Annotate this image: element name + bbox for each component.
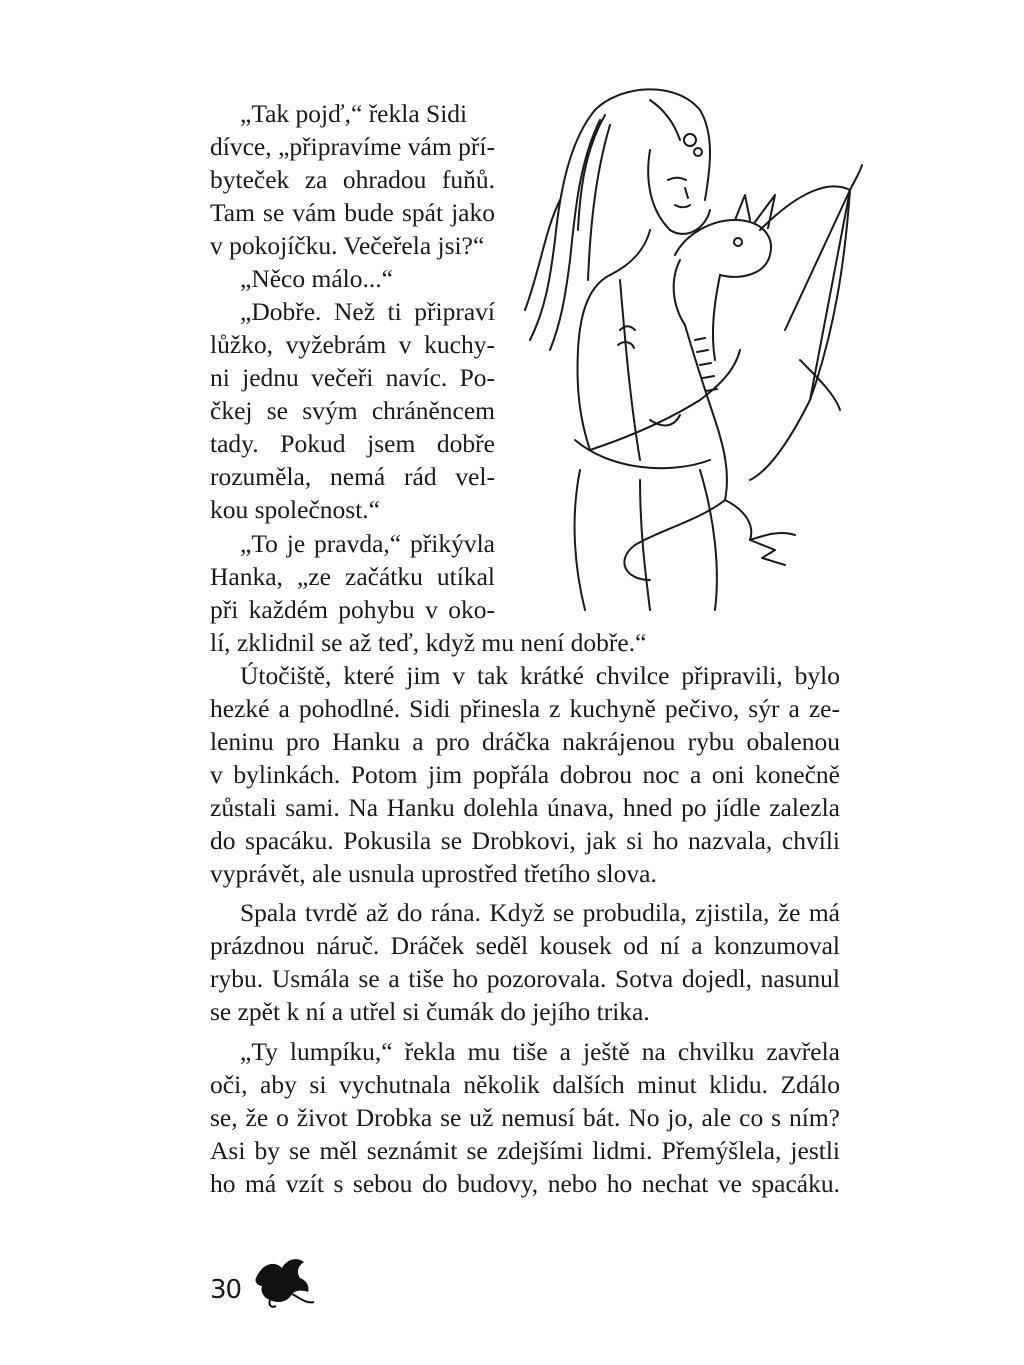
dragon-ornament-icon xyxy=(248,1250,318,1310)
text-line: se zpět k ní a utřel si čumák do jejího trika. xyxy=(210,997,650,1026)
text-line: v bylinkách. Potom jim popřála dobrou noc a oni konečně xyxy=(210,760,840,789)
text-line: oči, aby si vychutnala několik dalších minut klidu. Zdálo xyxy=(210,1070,840,1099)
text-line: leninu pro Hanku a pro dráčka nakrájenou rybu obalenou xyxy=(210,727,840,756)
text-line: Útočiště, které jim v tak krátké chvilce připravili, bylo xyxy=(240,661,840,690)
text-line: kou společnost.“ xyxy=(210,495,380,524)
text-line: „Tak pojď,“ řekla Sidi xyxy=(240,99,468,128)
text-line: Asi by se měl seznámit se zdejšími lidmi. Přemýšlela, jestli xyxy=(210,1136,840,1165)
text-line: ho má vzít s sebou do budovy, nebo ho nechat ve spacáku. xyxy=(210,1169,840,1198)
text-line: „Něco málo...“ xyxy=(240,264,393,293)
text-line: dívce, „připravíme vám pří- xyxy=(210,132,495,161)
text-line: v pokojíčku. Večeřela jsi?“ xyxy=(210,231,485,260)
text-line: prázdnou náruč. Dráček seděl kousek od ní a konzumoval xyxy=(210,931,840,960)
text-line: čkej se svým chráněncem xyxy=(210,396,495,425)
text-line: „Ty lumpíku,“ řekla mu tiše a ještě na chvilku zavřela xyxy=(240,1037,840,1066)
text-line: při každém pohybu v oko- xyxy=(210,595,495,624)
text-line: hezké a pohodlné. Sidi přinesla z kuchyně pečivo, sýr a ze- xyxy=(210,694,840,723)
text-line: do spacáku. Pokusila se Drobkovi, jak si ho nazvala, chvíli xyxy=(210,826,840,855)
text-line: Hanka, „ze začátku utíkal xyxy=(210,562,495,591)
text-line: „Dobře. Než ti připraví xyxy=(240,297,495,326)
text-line: tady. Pokud jsem dobře xyxy=(210,429,495,458)
text-line: lí, zklidnil se až teď, když mu není dobře.“ xyxy=(210,628,647,657)
text-line: ni jednu večeři navíc. Po- xyxy=(210,363,495,392)
text-line: lůžko, vyžebrám v kuchy- xyxy=(210,330,495,359)
text-line: Spala tvrdě až do rána. Když se probudila, zjistila, že má xyxy=(240,898,840,927)
text-line: byteček za ohradou fuňů. xyxy=(210,165,495,194)
text-line: vyprávět, ale usnula uprostřed třetího slova. xyxy=(210,859,657,888)
page-number: 30 xyxy=(210,1275,242,1305)
text-line: „To je pravda,“ přikývla xyxy=(240,529,495,558)
text-line: Tam se vám bude spát jako xyxy=(210,198,495,227)
text-line: zůstali sami. Na Hanku dolehla únava, hned po jídle zalezla xyxy=(210,793,840,822)
text-line: se, že o život Drobka se už nemusí bát. No jo, ale co s ním? xyxy=(210,1103,840,1132)
text-line: rybu. Usmála se a tiše ho pozorovala. Sotva dojedl, nasunul xyxy=(210,964,840,993)
girl-with-dragon-illustration xyxy=(500,80,870,620)
text-line: rozuměla, nemá rád vel- xyxy=(210,462,495,491)
